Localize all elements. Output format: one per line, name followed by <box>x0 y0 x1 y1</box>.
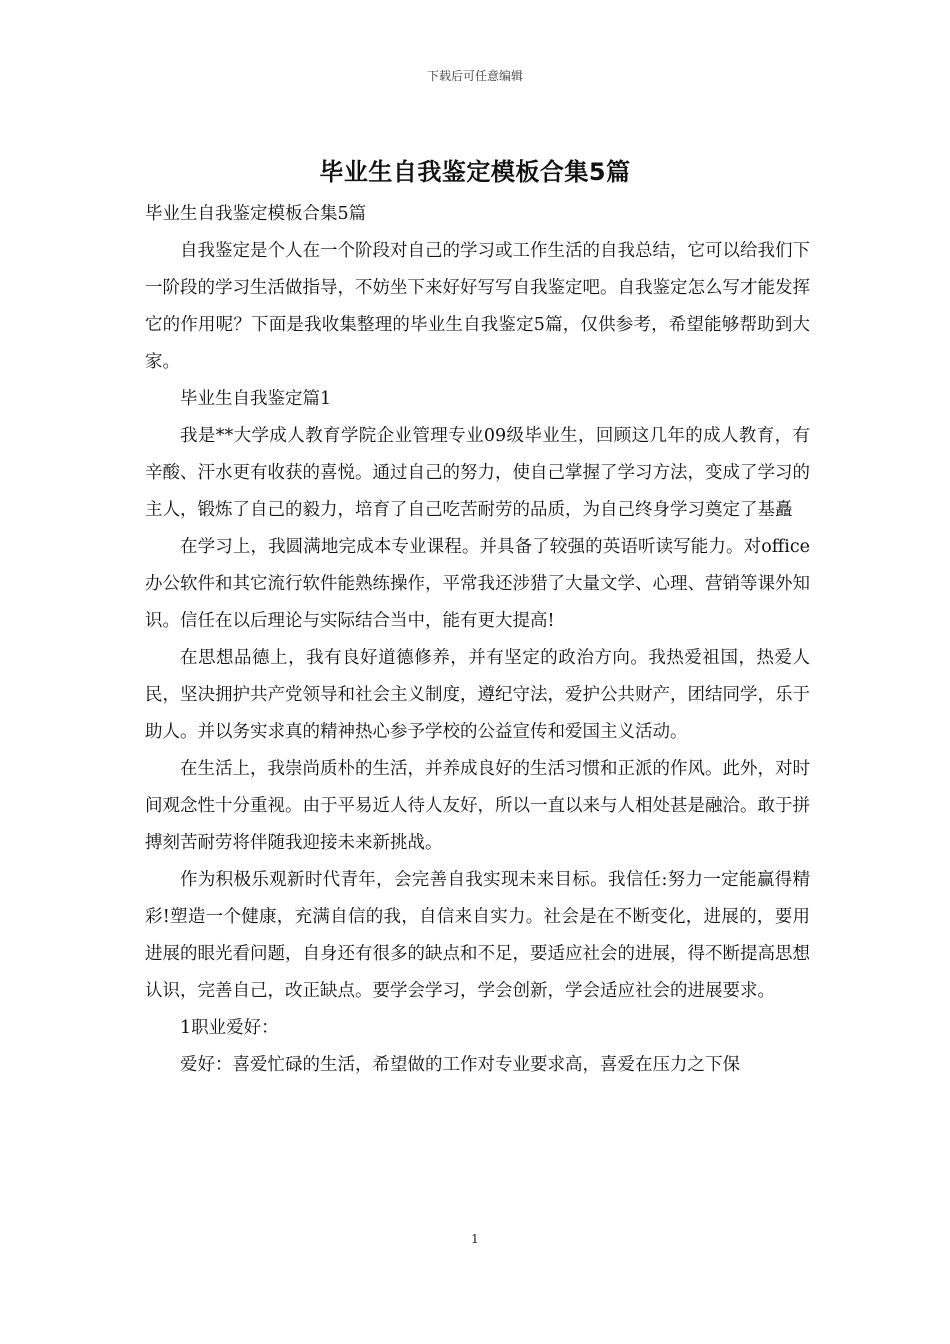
paragraph: 在生活上，我崇尚质朴的生活，并养成良好的生活习惯和正派的作风。此外，对时间观念性十分重视。由于平易近人待人友好，所以一直以来与人相处甚是融洽。敢于拼搏刻苦耐劳将伴随我迎接未来新挑战。 <box>145 759 810 853</box>
paragraph: 作为积极乐观新时代青年，会完善自我实现未来目标。我信任:努力一定能赢得精彩!塑造一个健康，充满自信的我，自信来自实力。社会是在不断变化，进展的，要用进展的眼光看问题，自身还有很多的缺点和不足，要适应社会的进展，得不断提高思想认识，完善自己，改正缺点。要学会学习，学会创新，学会适应社会的进展要求。 <box>145 870 810 1001</box>
subtitle-line: 毕业生自我鉴定模板合集5篇 <box>145 204 367 224</box>
paragraph-intro: 自我鉴定是个人在一个阶段对自己的学习或工作生活的自我总结，它可以给我们下一阶段的学习生活做指导，不妨坐下来好好写写自我鉴定吧。自我鉴定怎么写才能发挥它的作用呢？下面是我收集整理的毕业生自我鉴定5篇，仅供参考，希望能够帮助到大家。 <box>145 241 810 372</box>
paragraph: 在思想品德上，我有良好道德修养，并有坚定的政治方向。我热爱祖国，热爱人民，坚决拥护共产党领导和社会主义制度，遵纪守法，爱护公共财产，团结同学，乐于助人。并以务实求真的精神热心参予学校的公益宣传和爱国主义活动。 <box>145 648 810 742</box>
paragraph: 爱好：喜爱忙碌的生活，希望做的工作对专业要求高，喜爱在压力之下保 <box>180 1055 740 1075</box>
header-note: 下载后可任意编辑 <box>426 69 523 83</box>
list-item-heading: 1职业爱好： <box>180 1018 279 1038</box>
paragraph: 我是**大学成人教育学院企业管理专业09级毕业生，回顾这几年的成人教育，有辛酸、汗水更有收获的喜悦。通过自己的努力，使自己掌握了学习方法，变成了学习的主人，锻炼了自己的毅力，培育了自己吃苦耐劳的品质，为自己终身学习奠定了基矗 <box>145 426 810 520</box>
document-title: 毕业生自我鉴定模板合集5篇 <box>319 158 631 186</box>
document-body <box>145 196 810 1084</box>
paragraph: 在学习上，我圆满地完成本专业课程。并具备了较强的英语听读写能力。对office办公软件和其它流行软件能熟练操作，平常我还涉猎了大量文学、心理、营销等课外知识。信任在以后理论与实际结合当中，能有更大提高! <box>145 537 810 631</box>
section-heading: 毕业生自我鉴定篇1 <box>180 389 332 409</box>
page-number: 1 <box>471 1232 479 1246</box>
